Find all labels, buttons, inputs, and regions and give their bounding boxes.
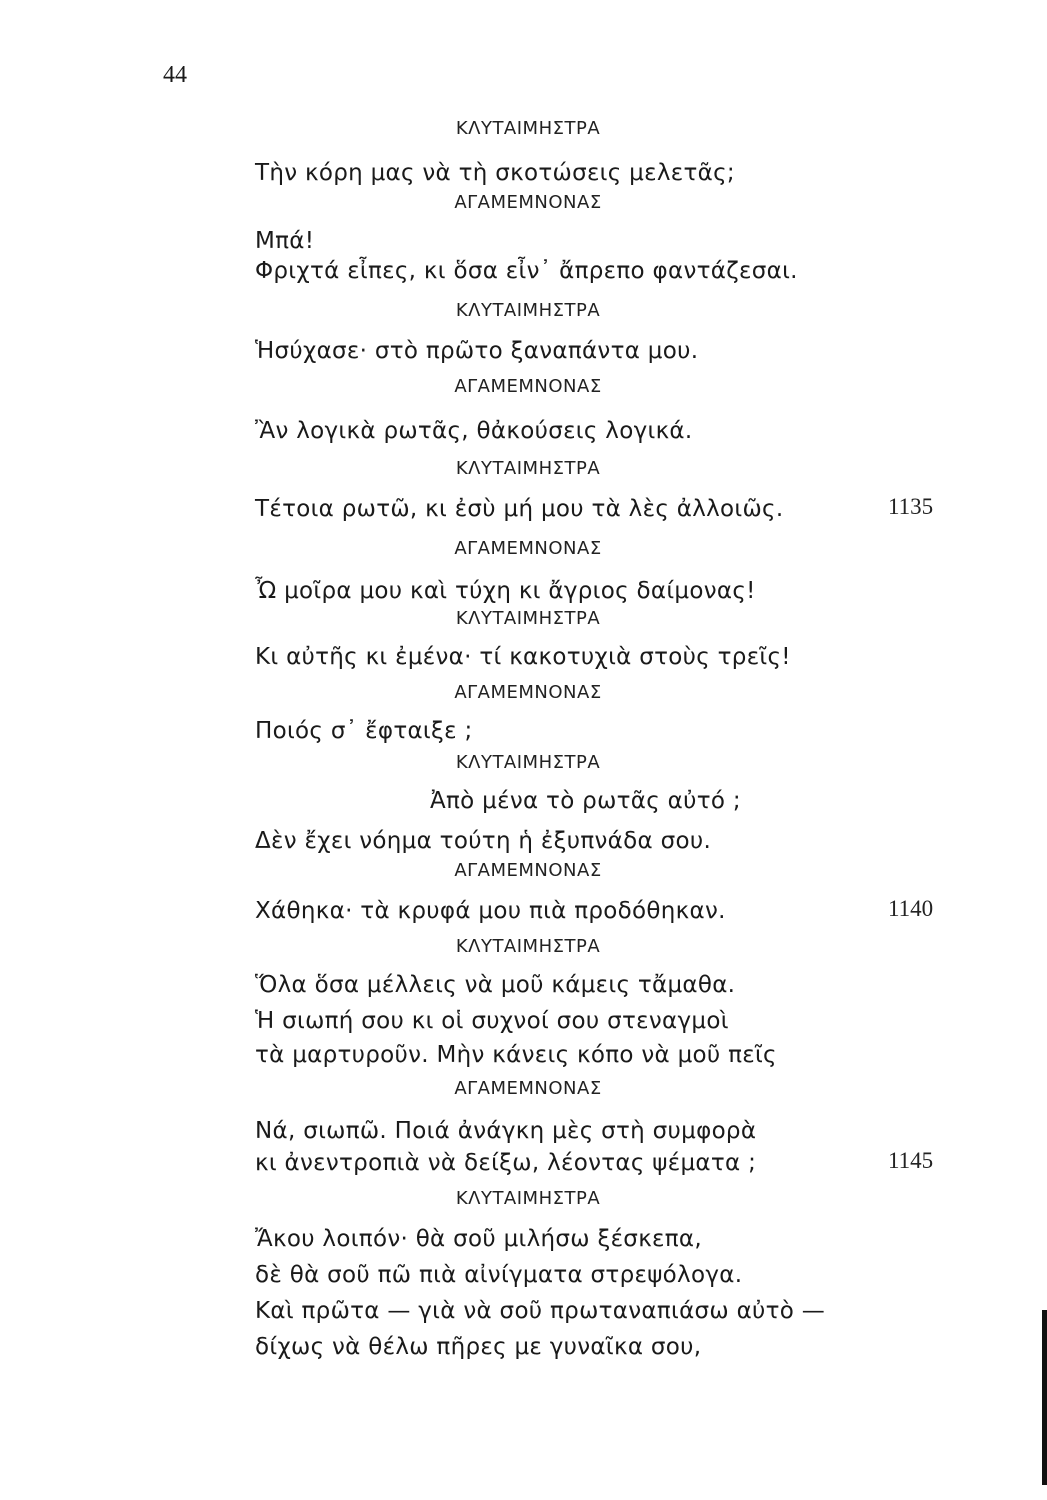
page-number: 44 — [163, 62, 187, 88]
speaker-name: ΑΓΑΜΕΜΝΟΝΑΣ — [454, 376, 602, 397]
speaker-name: ΑΓΑΜΕΜΝΟΝΑΣ — [454, 538, 602, 559]
speaker-name: ΑΓΑΜΕΜΝΟΝΑΣ — [454, 860, 602, 881]
speaker-name: ΚΛΥΤΑΙΜΗΣΤΡΑ — [455, 300, 601, 321]
verse-line: Κι αὐτῆς κι ἐμένα· τί κακοτυχιὰ στοὺς τρεῖς! — [255, 644, 791, 670]
verse-line: τὰ μαρτυροῦν. Μὴν κάνεις κόπο νὰ μοῦ πεῖς — [255, 1042, 777, 1068]
speaker-name: ΚΛΥΤΑΙΜΗΣΤΡΑ — [455, 118, 601, 139]
verse-line: Χάθηκα· τὰ κρυφά μου πιὰ προδόθηκαν. — [255, 898, 726, 924]
verse-line: Τὴν κόρη μας νὰ τὴ σκοτώσεις μελετᾶς; — [255, 160, 735, 186]
verse-line: Ἂν λογικὰ ρωτᾶς, θἀκούσεις λογικά. — [255, 418, 693, 444]
page-edge-shadow — [1042, 1310, 1047, 1485]
verse-line: Τέτοια ρωτῶ, κι ἐσὺ μή μου τὰ λὲς ἀλλοιῶς. — [255, 496, 784, 522]
verse-line: Ἡ σιωπή σου κι οἱ συχνοί σου στεναγμοὶ — [255, 1008, 729, 1034]
speaker-name: ΑΓΑΜΕΜΝΟΝΑΣ — [454, 682, 602, 703]
verse-line: Ἀπὸ μένα τὸ ρωτᾶς αὐτό ; — [430, 788, 741, 814]
verse-line: δίχως νὰ θέλω πῆρες με γυναῖκα σου, — [255, 1334, 702, 1360]
speaker-name: ΚΛΥΤΑΙΜΗΣΤΡΑ — [455, 608, 601, 629]
verse-line: Ποιός σ᾽ ἔφταιξε ; — [255, 718, 473, 744]
verse-line: Νά, σιωπῶ. Ποιά ἀνάγκη μὲς στὴ συμφορὰ — [255, 1118, 757, 1144]
speaker-name: ΑΓΑΜΕΜΝΟΝΑΣ — [454, 1078, 602, 1099]
verse-line: Καὶ πρῶτα — γιὰ νὰ σοῦ πρωταναπιάσω αὐτὸ — — [255, 1298, 826, 1324]
verse-line: Ἄκου λοιπόν· θὰ σοῦ μιλήσω ξέσκεπα, — [255, 1226, 702, 1252]
verse-line: Φριχτά εἶπες, κι ὅσα εἶν᾽ ἄπρεπο φαντάζεσαι. — [255, 258, 798, 284]
verse-line: Ὦ μοῖρα μου καὶ τύχη κι ἄγριος δαίμονας! — [255, 578, 756, 604]
speaker-name: ΚΛΥΤΑΙΜΗΣΤΡΑ — [455, 936, 601, 957]
line-number: 1135 — [888, 494, 934, 519]
line-number: 1140 — [888, 896, 934, 921]
verse-line: Ἡσύχασε· στὸ πρῶτο ξαναπάντα μου. — [255, 338, 699, 364]
verse-line: Μπά! — [255, 228, 315, 254]
verse-line: Ὅλα ὅσα μέλλεις νὰ μοῦ κάμεις τἄμαθα. — [255, 972, 736, 998]
speaker-name: ΑΓΑΜΕΜΝΟΝΑΣ — [454, 192, 602, 213]
verse-line: δὲ θὰ σοῦ πῶ πιὰ αἰνίγματα στρεψόλογα. — [255, 1262, 743, 1288]
speaker-name: ΚΛΥΤΑΙΜΗΣΤΡΑ — [455, 458, 601, 479]
speaker-name: ΚΛΥΤΑΙΜΗΣΤΡΑ — [455, 1188, 601, 1209]
verse-line: Δὲν ἔχει νόημα τούτη ἡ ἐξυπνάδα σου. — [255, 828, 712, 854]
line-number: 1145 — [888, 1148, 934, 1173]
verse-line: κι ἀνεντροπιὰ νὰ δείξω, λέοντας ψέματα ; — [255, 1150, 757, 1176]
speaker-name: ΚΛΥΤΑΙΜΗΣΤΡΑ — [455, 752, 601, 773]
